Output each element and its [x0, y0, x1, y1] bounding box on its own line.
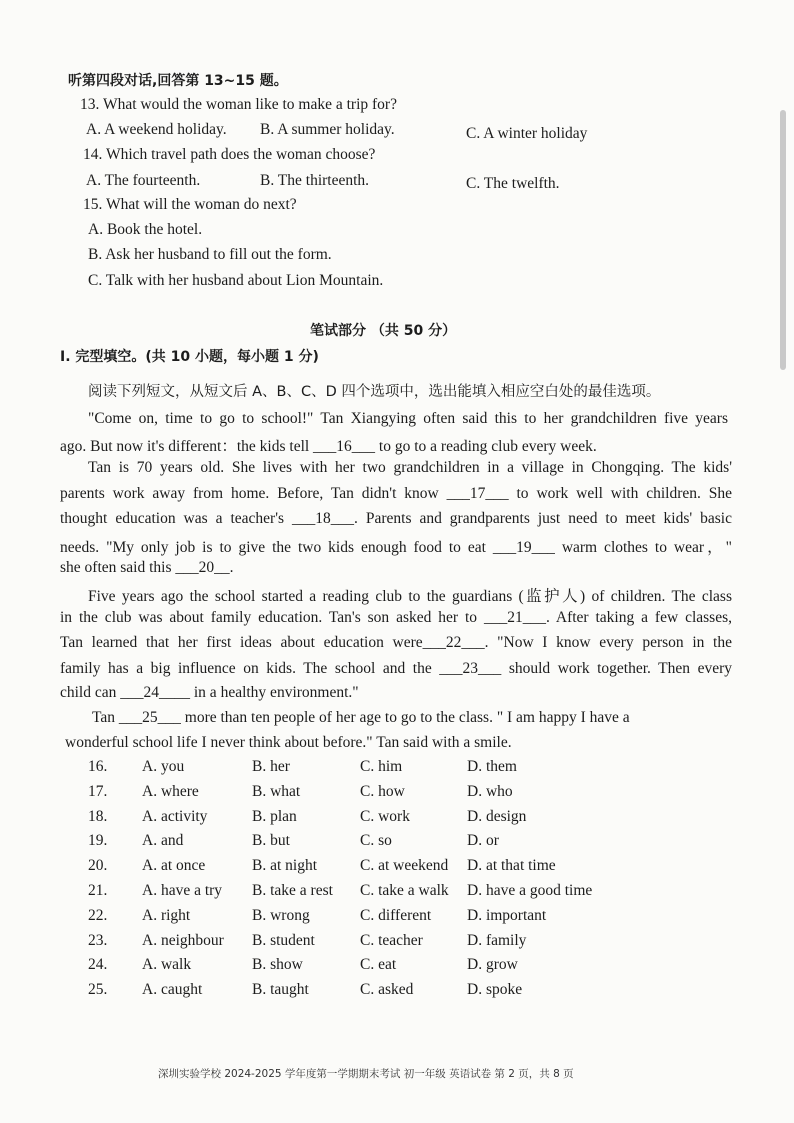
option-number: 22. [88, 906, 108, 924]
option-b: B. taught [252, 981, 309, 999]
scrollbar[interactable] [780, 110, 786, 370]
passage-line: thought education was a teacher's ___18___. Parents and grandparents just need to meet kids' basic [60, 510, 732, 527]
option-c: C. him [360, 758, 403, 775]
option-b: B. show [252, 956, 303, 974]
option-d: D. or [467, 832, 499, 850]
option-c: C. so [360, 832, 392, 850]
passage-line: in the club was about family education. Tan's son asked her to ___21___. After taking a few classes, [60, 609, 732, 626]
page-footer: 深圳实验学校 2024-2025 学年度第一学期期末考试 初一年级 英语试卷 第 2 页，共 8 页 [158, 1068, 574, 1080]
passage-line: child can ___24____ in a healthy environment." [60, 684, 359, 701]
option-c: C. at weekend [360, 857, 449, 875]
option-a: A. neighbour [142, 931, 224, 949]
passage-line: family has a big influence on kids. The school and the ___23___ should work together. Then every [60, 660, 732, 677]
q15-option-c: C. Talk with her husband about Lion Mountain. [88, 272, 384, 289]
q13-option-c: C. A winter holiday [466, 125, 588, 142]
option-b: B. her [252, 758, 290, 775]
passage-line: "Come on, time to go to school!" Tan Xiangying often said this to her grandchildren five years [88, 410, 728, 427]
option-number: 17. [88, 782, 108, 800]
option-a: A. where [142, 782, 199, 800]
option-number: 25. [88, 981, 108, 999]
q14-stem: 14. Which travel path does the woman choose? [83, 146, 376, 163]
option-d: D. them [467, 758, 517, 775]
option-c: C. work [360, 807, 410, 825]
option-d: D. who [467, 782, 513, 800]
q13-option-b: B. A summer holiday. [260, 121, 395, 138]
passage-line: wonderful school life I never think about before." Tan said with a smile. [65, 734, 512, 751]
option-number: 18. [88, 807, 108, 825]
option-b: B. at night [252, 857, 318, 875]
option-c: C. teacher [360, 931, 423, 949]
q15-option-b: B. Ask her husband to fill out the form. [88, 246, 332, 263]
q14-option-a: A. The fourteenth. [86, 172, 201, 189]
option-d: D. have a good time [467, 882, 593, 899]
option-a: A. have a try [142, 882, 223, 899]
option-d: D. spoke [467, 981, 523, 999]
option-d: D. at that time [467, 857, 556, 875]
q15-stem: 15. What will the woman do next? [83, 196, 297, 213]
option-a: A. activity [142, 807, 208, 825]
q14-option-c: C. The twelfth. [466, 175, 560, 192]
instructions: 阅读下列短文，从短文后 A、B、C、D 四个选项中，选出能填入相应空白处的最佳选项。 [88, 384, 661, 400]
option-d: D. grow [467, 956, 518, 974]
passage-line: Tan is 70 years old. She lives with her two grandchildren in a village in Chongqing. The kids' [88, 459, 732, 476]
option-number: 20. [88, 857, 108, 875]
passage-line: Tan ___25___ more than ten people of her age to go to the class. " I am happy I have a [92, 709, 630, 726]
option-a: A. and [142, 832, 184, 850]
option-a: A. you [142, 758, 185, 775]
passage-line: ago. But now it's different：the kids tell ___16___ to go to a reading club every week. [60, 438, 597, 455]
passage-line: she often said this ___20__. [60, 559, 234, 576]
option-a: A. right [142, 906, 191, 924]
option-b: B. take a rest [252, 882, 333, 899]
passage-line: parents work away from home. Before, Tan didn't know ___17___ to work well with children. She [60, 485, 732, 502]
option-c: C. asked [360, 981, 414, 999]
option-number: 16. [88, 758, 108, 775]
option-b: B. plan [252, 807, 297, 825]
listening-header: 听第四段对话,回答第 13~15 题。 [68, 73, 288, 89]
option-number: 24. [88, 956, 108, 974]
passage-line: needs. "My only job is to give the two kids enough food to eat ___19___ warm clothes to wear，" [60, 539, 732, 556]
option-c: C. different [360, 906, 432, 924]
option-c: C. take a walk [360, 882, 449, 899]
q13-option-a: A. A weekend holiday. [86, 121, 227, 138]
written-section-title: 笔试部分 （共 50 分） [310, 323, 457, 339]
q13-stem: 13. What would the woman like to make a trip for? [80, 96, 397, 113]
q14-option-b: B. The thirteenth. [260, 172, 370, 189]
passage-line: Five years ago the school started a reading club to the guardians (监护人) of children. The class [88, 588, 732, 605]
option-b: B. student [252, 931, 315, 949]
option-d: D. important [467, 906, 547, 924]
option-number: 23. [88, 931, 108, 949]
option-a: A. caught [142, 981, 203, 999]
option-d: D. family [467, 931, 527, 949]
option-c: C. how [360, 782, 405, 800]
option-a: A. walk [142, 956, 192, 974]
option-c: C. eat [360, 956, 397, 974]
section-one-heading: I. 完型填空。(共 10 小题，每小题 1 分) [60, 349, 319, 365]
option-a: A. at once [142, 857, 206, 875]
q15-option-a: A. Book the hotel. [88, 221, 203, 238]
option-number: 19. [88, 832, 108, 850]
option-b: B. wrong [252, 906, 310, 924]
option-b: B. but [252, 832, 290, 850]
option-number: 21. [88, 882, 108, 899]
option-d: D. design [467, 807, 527, 825]
passage-line: Tan learned that her first ideas about education were___22___. "Now I know every person in the [60, 634, 732, 651]
option-b: B. what [252, 782, 301, 800]
